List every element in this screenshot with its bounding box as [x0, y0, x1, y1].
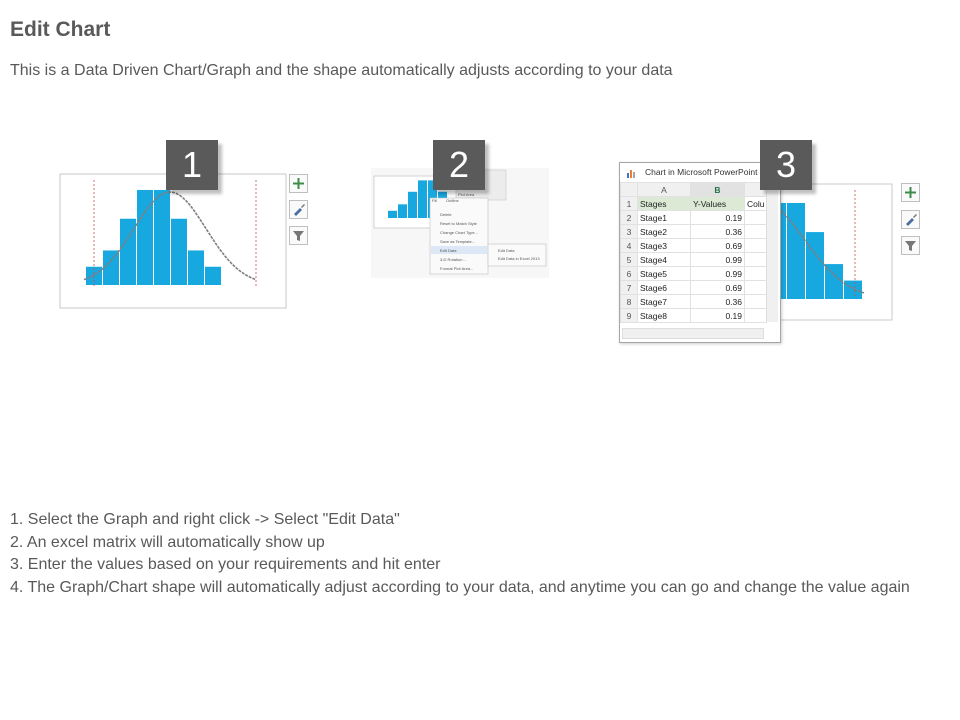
- cell-empty[interactable]: [745, 267, 767, 281]
- row-number[interactable]: 8: [621, 295, 638, 309]
- submenu-item[interactable]: Edit Data in Excel 2013: [498, 256, 540, 261]
- chart-styles-button-3[interactable]: [901, 210, 920, 229]
- cell-value[interactable]: 0.19: [691, 309, 745, 323]
- chart-styles-button[interactable]: [289, 200, 308, 219]
- excel-title-bar: [620, 163, 780, 182]
- cell-stages[interactable]: Stages: [638, 197, 691, 211]
- excel-title: Chart in Microsoft PowerPoint: [645, 167, 758, 177]
- chart-1-bar[interactable]: [205, 267, 221, 285]
- instruction-list: [10, 509, 940, 599]
- chart-2-bar[interactable]: [388, 211, 397, 218]
- cell-empty[interactable]: [745, 225, 767, 239]
- chart-filters-button[interactable]: [289, 226, 308, 245]
- cell-stage[interactable]: Stage2: [638, 225, 691, 239]
- row-number[interactable]: 9: [621, 309, 638, 323]
- brush-icon: [290, 201, 307, 218]
- corner-cell[interactable]: [621, 183, 638, 197]
- filter-icon: [902, 237, 919, 254]
- context-menu-item[interactable]: Format Plot Area...: [440, 266, 474, 271]
- row-number[interactable]: 4: [621, 239, 638, 253]
- chart-elements-button[interactable]: [289, 174, 308, 193]
- cell-empty[interactable]: [745, 239, 767, 253]
- horizontal-scrollbar[interactable]: [622, 328, 764, 339]
- step-badge-3: 3: [760, 140, 812, 190]
- cell-stage[interactable]: Stage1: [638, 211, 691, 225]
- cell-column[interactable]: Colu: [745, 197, 767, 211]
- cell-stage[interactable]: Stage3: [638, 239, 691, 253]
- excel-window[interactable]: [619, 162, 781, 343]
- page-subtitle: This is a Data Driven Chart/Graph and the shape automatically adjusts according to your data: [10, 62, 673, 79]
- excel-grid[interactable]: [620, 182, 767, 323]
- row-number[interactable]: 3: [621, 225, 638, 239]
- cell-value[interactable]: 0.36: [691, 225, 745, 239]
- plus-icon: [290, 175, 307, 192]
- row-number[interactable]: 6: [621, 267, 638, 281]
- column-header-b[interactable]: B: [691, 183, 745, 197]
- cell-empty[interactable]: [745, 253, 767, 267]
- row-number[interactable]: 7: [621, 281, 638, 295]
- row-number[interactable]: 1: [621, 197, 638, 211]
- cell-value[interactable]: 0.69: [691, 239, 745, 253]
- context-menu-item[interactable]: Reset to Match Style: [440, 221, 477, 226]
- chart-3-bar[interactable]: [787, 203, 805, 299]
- instruction-step: 4. The Graph/Chart shape will automatically adjust according to your data, and anytime you can go and change the value again: [10, 578, 910, 596]
- table-row[interactable]: [621, 267, 767, 281]
- cell-stage[interactable]: Stage6: [638, 281, 691, 295]
- toolbar-item[interactable]: Plot Area: [458, 192, 475, 197]
- cell-empty[interactable]: [745, 309, 767, 323]
- chart-filters-button-3[interactable]: [901, 236, 920, 255]
- cell-value[interactable]: 0.69: [691, 281, 745, 295]
- table-row[interactable]: [621, 211, 767, 225]
- cell-value[interactable]: 0.99: [691, 253, 745, 267]
- toolbar-item[interactable]: Fill: [432, 198, 438, 203]
- submenu-item[interactable]: Edit Data: [498, 248, 515, 253]
- chart-2-bar[interactable]: [418, 180, 427, 218]
- cell-stage[interactable]: Stage7: [638, 295, 691, 309]
- chart-1-bar[interactable]: [154, 190, 170, 285]
- cell-y-values[interactable]: Y-Values: [691, 197, 745, 211]
- chart-3-bar[interactable]: [806, 232, 824, 299]
- cell-value[interactable]: 0.19: [691, 211, 745, 225]
- row-number[interactable]: 5: [621, 253, 638, 267]
- table-row[interactable]: [621, 309, 767, 323]
- plus-icon: [902, 184, 919, 201]
- table-row[interactable]: [621, 225, 767, 239]
- step-badge-1: 1: [166, 140, 218, 190]
- chart-3-bar[interactable]: [844, 281, 862, 299]
- filter-icon: [290, 227, 307, 244]
- cell-value[interactable]: 0.99: [691, 267, 745, 281]
- chart-1-bar[interactable]: [188, 250, 204, 285]
- cell-empty[interactable]: [745, 295, 767, 309]
- toolbar-item[interactable]: Outline: [446, 198, 459, 203]
- context-menu-item[interactable]: 3-D Rotation...: [440, 257, 466, 262]
- chart-icon: [626, 168, 638, 178]
- chart-3-bar[interactable]: [825, 264, 843, 299]
- context-menu-item[interactable]: Delete: [440, 212, 452, 217]
- cell-stage[interactable]: Stage4: [638, 253, 691, 267]
- cell-stage[interactable]: Stage5: [638, 267, 691, 281]
- context-menu-item[interactable]: Edit Data: [440, 248, 457, 253]
- column-header-a[interactable]: A: [638, 183, 691, 197]
- brush-icon: [902, 211, 919, 228]
- cell-value[interactable]: 0.36: [691, 295, 745, 309]
- chart-1-bar[interactable]: [171, 219, 187, 285]
- table-row[interactable]: [621, 281, 767, 295]
- table-row[interactable]: [621, 295, 767, 309]
- instruction-step: 2. An excel matrix will automatically show up: [10, 533, 325, 551]
- cell-empty[interactable]: [745, 281, 767, 295]
- table-row[interactable]: [621, 253, 767, 267]
- chart-1-bar[interactable]: [103, 250, 119, 285]
- chart-elements-button-3[interactable]: [901, 183, 920, 202]
- chart-2-bar[interactable]: [398, 204, 407, 218]
- context-menu-item[interactable]: Save as Template...: [440, 239, 476, 244]
- cell-empty[interactable]: [745, 211, 767, 225]
- vertical-scrollbar[interactable]: [766, 182, 778, 322]
- page-title: Edit Chart: [10, 18, 111, 41]
- row-number[interactable]: 2: [621, 211, 638, 225]
- chart-panel-3[interactable]: [760, 178, 900, 328]
- instruction-step: 3. Enter the values based on your requirements and hit enter: [10, 556, 441, 573]
- instruction-step: 1. Select the Graph and right click -> Select "Edit Data": [10, 511, 400, 528]
- context-menu-item[interactable]: Change Chart Type...: [440, 230, 478, 235]
- table-row[interactable]: [621, 239, 767, 253]
- cell-stage[interactable]: Stage8: [638, 309, 691, 323]
- chart-2-bar[interactable]: [408, 192, 417, 218]
- step-badge-2: 2: [433, 140, 485, 190]
